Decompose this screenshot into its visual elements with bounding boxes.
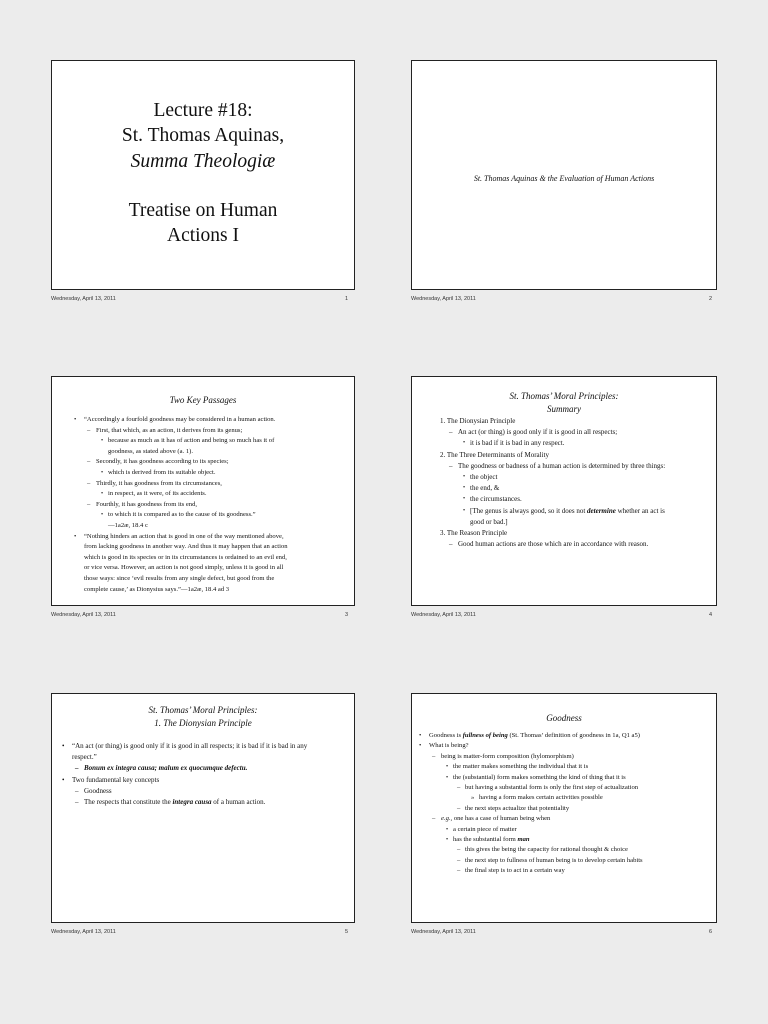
slide-2-title: St. Thomas Aquinas & the Evaluation of Human Actions [473,174,655,183]
slide-4-line-9-emph: determine [587,506,616,515]
slide-5-footer-date: Wednesday, April 13, 2011 [51,929,116,935]
slide-6-title: Goodness [546,713,582,723]
slide-4-body [436,416,712,550]
slide-6-line-9-b: , one has a case of human being when [450,815,551,823]
slide-6-line-1-a: Goodness is [429,732,462,739]
slide-4-title-line-1: St. Thomas’ Moral Principles: [509,391,619,401]
slide-5-footer-number: 5 [345,929,349,935]
slide-6-footer-date: Wednesday, April 13, 2011 [411,929,476,935]
slide-6-body [419,731,713,877]
slide-6-line-8: – the next steps actualize that potentiality [419,804,713,814]
slide-4 [411,376,717,606]
slide-3-line-6: • which is derived from its suitable object. [74,468,352,479]
slide-6-line-3: – being is matter-form composition (hylomorphism) [419,752,713,762]
slide-3-line-1: • “Accordingly a fourfold goodness may be considered in a human action. [74,415,352,426]
slide-5-title-line-2: 1. The Dionysian Principle [154,718,252,728]
slide-6-line-2: • What is being? [419,741,713,751]
slide-3-line-10: • to which it is compared as to the cause of its goodness.” [74,510,352,521]
slide-4-line-11: 3. The Reason Principle [440,529,508,538]
slide-3-line-11: —1a2æ, 18.4 c [108,521,148,529]
slide-3 [51,376,355,606]
slide-4-line-9-a: [The genus is always good, so it does not [470,506,586,515]
slide-4-line-4: 2. The Three Determinants of Morality [440,450,549,459]
slide-6-line-10: • a certain piece of matter [419,825,713,835]
slide-4-line-1: 1. The Dionysian Principle [440,417,516,425]
slide-1-title-line-1: Lecture #18: [153,100,253,121]
slide-3-line-16: those ways: since ‘evil results from any single defect, but good from the [84,574,275,582]
slide-6-line-5: • the (substantial) form makes something the kind of thing that it is [419,773,713,783]
slide-1 [51,60,355,290]
slide-6-line-1 [419,731,713,741]
slide-4-line-9 [436,506,712,517]
slide-1-title-line-2: St. Thomas Aquinas, [121,125,285,146]
slide-2 [411,60,717,290]
slide-3-line-12: • “Nothing hinders an action that is good in one of the way mentioned above, [74,532,352,543]
slide-5-title-line-1: St. Thomas’ Moral Principles: [148,705,258,715]
slide-3-body [74,415,352,595]
slide-6-line-9 [419,814,713,824]
slide-3-line-14: which is good in its species or in its circumstances is ordained to an evil end, [84,553,287,561]
slide-6-line-13: – the next step to fullness of human being is to develop certain habits [419,856,713,866]
slide-4-line-6: • the object [436,472,712,483]
slide-4-line-9-b: whether an act is [617,506,665,515]
slide-3-line-15: or vice versa. However, an action is not good simply, unless it is good in all [84,564,284,572]
slide-1-title-line-3: Summa Theologiæ [130,151,276,172]
slide-3-line-8: • in respect, as it were, of its accidents. [74,489,352,500]
slide-5-line-6-emph: integra causa [172,798,212,807]
slide-5-line-6-a: The respects that constitute the [84,798,171,807]
slide-3-line-5: – Secondly, it has goodness according to its species; [74,457,352,468]
slide-5-line-6-b: of a human action. [213,798,266,807]
slide-2-footer-number: 2 [709,296,713,302]
slide-4-footer-date: Wednesday, April 13, 2011 [411,612,476,618]
slide-4-line-3: • it is bad if it is bad in any respect. [436,438,712,449]
slide-1-footer-date: Wednesday, April 13, 2011 [51,296,116,302]
slide-4-title-line-2: Summary [547,404,581,414]
slide-3-footer-date: Wednesday, April 13, 2011 [51,612,116,618]
slide-4-line-7: • the end, & [436,483,712,494]
slide-3-line-7: – Thirdly, it has goodness from its circumstances, [74,479,352,490]
slide-3-line-2: – First, that which, as an action, it derives from its genus; [74,426,352,437]
slide-3-line-9: – Fourthly, it has goodness from its end, [74,500,352,511]
slide-6-line-1-b: (St. Thomas’ definition of goodness in 1a, Q1 a5) [509,732,640,739]
slide-5 [51,693,355,923]
slide-3-footer-number: 3 [345,612,349,618]
slide-4-line-2: – An act (or thing) is good only if it is good in all respects; [436,427,712,438]
slide-6-footer-number: 6 [709,929,713,935]
slide-2-footer-date: Wednesday, April 13, 2011 [411,296,476,302]
slide-6-line-7: » having a form makes certain activities possible [419,793,713,803]
slide-1-title-line-5: Actions I [166,225,240,246]
slide-5-line-6 [62,797,350,808]
slide-6-line-12: – this gives the being the capacity for rational thought & choice [419,845,713,855]
slide-4-line-10: good or bad.] [470,517,508,526]
slide-5-line-2: respect.” [72,753,97,762]
slide-6-line-1-emph: fullness of being [462,732,508,739]
slide-3-line-17: complete cause,’ as Dionysius says.”—1a2æ, 18.4 ad 3 [84,585,230,593]
slide-4-footer-number: 4 [709,612,713,618]
slide-6-line-11 [419,835,713,845]
slide-1-footer-number: 1 [345,296,349,302]
slide-6-line-14: – the final step is to act in a certain way [419,866,713,876]
slide-4-line-5: – The goodness or badness of a human action is determined by three things: [436,461,712,472]
slide-6-line-11-a: has the substantial form [453,836,516,844]
slide-3-line-3: • because as much as it has of action and being so much has it of [74,436,352,447]
slide-4-line-8: • the circumstances. [436,494,712,505]
slide-5-line-4: • Two fundamental key concepts [62,775,350,786]
slide-1-title-line-4: Treatise on Human [128,200,278,221]
slide-5-line-5: – Goodness [62,786,350,797]
slide-6-line-11-emph: man [517,836,530,844]
slide-6-line-6: – but having a substantial form is only the first step of actualization [419,783,713,793]
slide-6-line-4: • the matter makes something the individual that it is [419,762,713,772]
slide-5-line-3: – Bonum ex integra causa; malum ex quocumque defectu. [62,763,350,774]
slide-3-title: Two Key Passages [169,395,237,405]
slide-5-body [62,741,350,808]
slide-3-line-13: from lacking goodness in another way. And thus it may happen that an action [84,543,288,551]
slide-6 [411,693,717,923]
slide-3-line-4: goodness, as stated above (a. 1). [108,447,193,455]
slide-6-line-9-eg: e.g. [441,815,451,823]
slide-4-line-12: – Good human actions are those which are in accordance with reason. [436,539,712,550]
slide-5-line-1: • “An act (or thing) is good only if it is good in all respects; it is bad if it is bad in any [62,741,350,752]
